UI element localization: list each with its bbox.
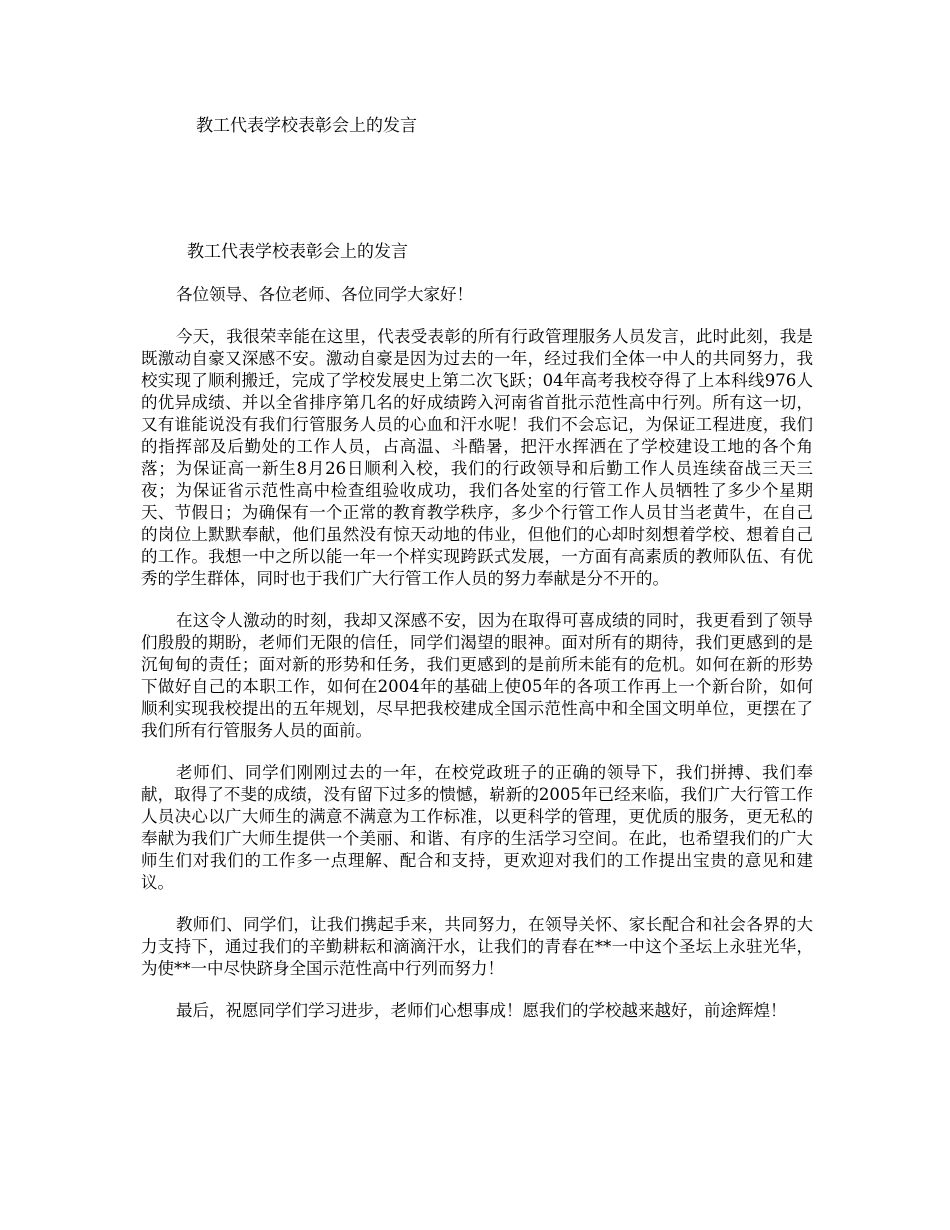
speech-greeting: 各位领导、各位老师、各位同学大家好！ — [176, 285, 473, 304]
speech-paragraph-1: 今天，我很荣幸能在这里，代表受表彰的所有行政管理服务人员发言，此时此刻，我是既激动自豪又深感不安。激动自豪是因为过去的一年，经过我们全体一中人的共同努力，我校实现了顺利搬迁，完成了学校发展史上第二次飞跃；04年高考我校夺得了上本科线976人的优异成绩、并以全省排序第几名的好成绩跨入河南省首批示范性高中行列。所有这一切，又有谁能说没有我们行管服务人员的心血和汗水呢！我们不会忘记，为保证工程进度，我们的指挥部及后勤处的工作人员，占高温、斗酷暑，把汗水挥洒在了学校建设工地的各个角落；为保证高一新生8月26日顺利入校，我们的行政领导和后勤工作人员连续奋战三天三夜；为保证省示范性高中检查组验收成功，我们各处室的行管工作人员牺牲了多少个星期天、节假日；为确保有一个正常的教育教学秩序，多少个行管工作人员甘当老黄牛，在自己的岗位上默默奉献，他们虽然没有惊天动地的伟业，但他们的心却时刻想着学校、想着自己的工作。我想一中之所以能一年一个样实现跨跃式发展，一方面有高素质的教师队伍、有优秀的学生群体，同时也于我们广大行管工作人员的努力奉献是分不开的。 — [141, 327, 813, 588]
document-header-title: 教工代表学校表彰会上的发言 — [196, 116, 417, 136]
document-body — [141, 240, 813, 1022]
speech-paragraph-5: 最后，祝愿同学们学习进步，老师们心想事成！愿我们的学校越来越好，前途辉煌！ — [176, 1001, 787, 1020]
speech-paragraph-3: 老师们、同学们刚刚过去的一年，在校党政班子的正确的领导下，我们拼搏、我们奉献，取得了不斐的成绩，没有留下过多的愦憾，崭新的2005年已经来临，我们广大行管工作人员决心以广大师生的满意不满意为工作标准，以更科学的管理，更优质的服务，更无私的奉献为我们广大师生提供一个美丽、和谐、有序的生活学习空间。在此，也希望我们的广大师生们对我们的工作多一点理解、配合和支持，更欢迎对我们的工作提出宝贵的意见和建议。 — [141, 763, 813, 892]
speech-paragraph-4: 教师们、同学们，让我们携起手来，共同努力，在领导关怀、家长配合和社会各界的大力支持下，通过我们的辛勤耕耘和滴滴汗水，让我们的青春在**一中这个圣坛上永驻光华，为使**一中尽快跻身全国示范性高中行列而努力！ — [141, 915, 813, 978]
speech-paragraph-2: 在这令人激动的时刻，我却又深感不安，因为在取得可喜成绩的同时，我更看到了领导们殷殷的期盼，老师们无限的信任，同学们渴望的眼神。面对所有的期待，我们更感到的是沉甸甸的责任；面对新的形势和任务，我们更感到的是前所未能有的危机。如何在新的形势下做好自己的本职工作，如何在2004年的基础上使05年的各项工作再上一个新台阶，如何顺利实现我校提出的五年规划，尽早把我校建成全国示范性高中和全国文明单位，更摆在了我们所有行管服务人员的面前。 — [141, 611, 813, 740]
speech-title: 教工代表学校表彰会上的发言 — [187, 242, 408, 262]
